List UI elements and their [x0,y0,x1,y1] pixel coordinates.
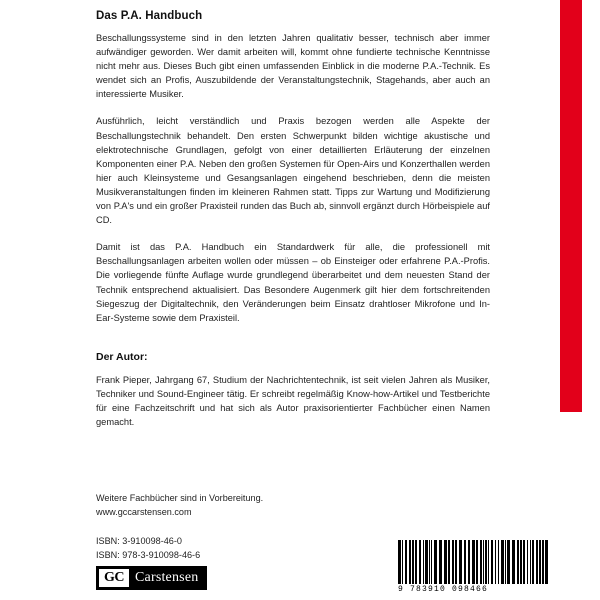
page-title: Das P.A. Handbuch [96,10,203,22]
barcode [398,540,550,594]
blurb-paragraph-1: Beschallungssysteme sind in den letzten Jahren qualitativ besser, technisch aber immer aufwändiger geworden. Wer damit arbeiten will, kommt ohne fundierte technische Kenntnisse nicht mehr aus. Dieses Buch gibt einen umfassenden Einblick in die moderne P.A.-Technik. Es wendet sich an Profis, Auszubildende der Veranstaltungstechnik, Stagehands, aber auch an interessierte Musiker. [96,33,490,100]
publisher-logo-mark: GC [99,569,129,587]
author-biography: Frank Pieper, Jahrgang 67, Studium der Nachrichtentechnik, ist seit vielen Jahren als Musiker, Techniker und Sound-Engineer tätig. Er schreibt regelmäßig Know-how-Artikel und Testberichte für eine Fachzeitschrift und hat sich als Autor praxisorientierter Fachbücher einen Namen gemacht. [96,374,490,428]
blurb-content [96,10,490,429]
isbn-block [96,535,426,562]
promo-line: Weitere Fachbücher sind in Vorbereitung. [96,493,264,503]
publisher-website[interactable]: www.gccarstensen.com [96,506,192,517]
barcode-bars [398,540,550,584]
publisher-logo-name: Carstensen [135,570,199,585]
isbn-13: ISBN: 978-3-910098-46-6 [96,549,201,560]
publisher-logo [96,566,207,590]
blurb-paragraph-2: Ausführlich, leicht verständlich und Praxis bezogen werden alle Aspekte der Beschallungstechnik behandelt. Den ersten Schwerpunkt bilden wichtige akustische und elektrotechnische Grundlagen, gefolgt von einer detaillierten Erläuterung der einzelnen Komponenten einer P.A. Neben den großen Systemen für Open-Airs und Konzerthallen werden hier auch Kleinsysteme und Gesangsanlagen eingehend beschrieben, denn die meisten Musikveranstaltungen finden im kleineren Rahmen statt. Tipps zur Wartung und Modifizierung von P.A's und ein großer Praxisteil runden das Buch ab, sinnvoll ergänzt durch Hörbeispiele auf CD. [96,116,490,226]
author-heading: Der Autor: [96,350,148,363]
isbn-10: ISBN: 3-910098-46-0 [96,536,182,546]
barcode-digits: 9 783910 098466 [398,585,489,594]
footer-block [96,492,426,562]
red-accent-bar [560,0,582,412]
blurb-paragraph-3: Damit ist das P.A. Handbuch ein Standardwerk für alle, die professionell mit Beschallungsanlagen arbeiten wollen oder müssen – ob Einsteiger oder erfahrene P.A.-Profis. Die vorliegende fünfte Auflage wurde grundlegend überarbeitet und dem neuesten Stand der Technik entsprechend aktualisiert. Das Besondere Augenmerk gilt hier dem fortschreitenden Siegeszug der Digitaltechnik, den Veränderungen beim Einsatz drahtloser Mikrofone und In-Ear-Systeme sowie dem Praxisteil. [96,242,490,323]
